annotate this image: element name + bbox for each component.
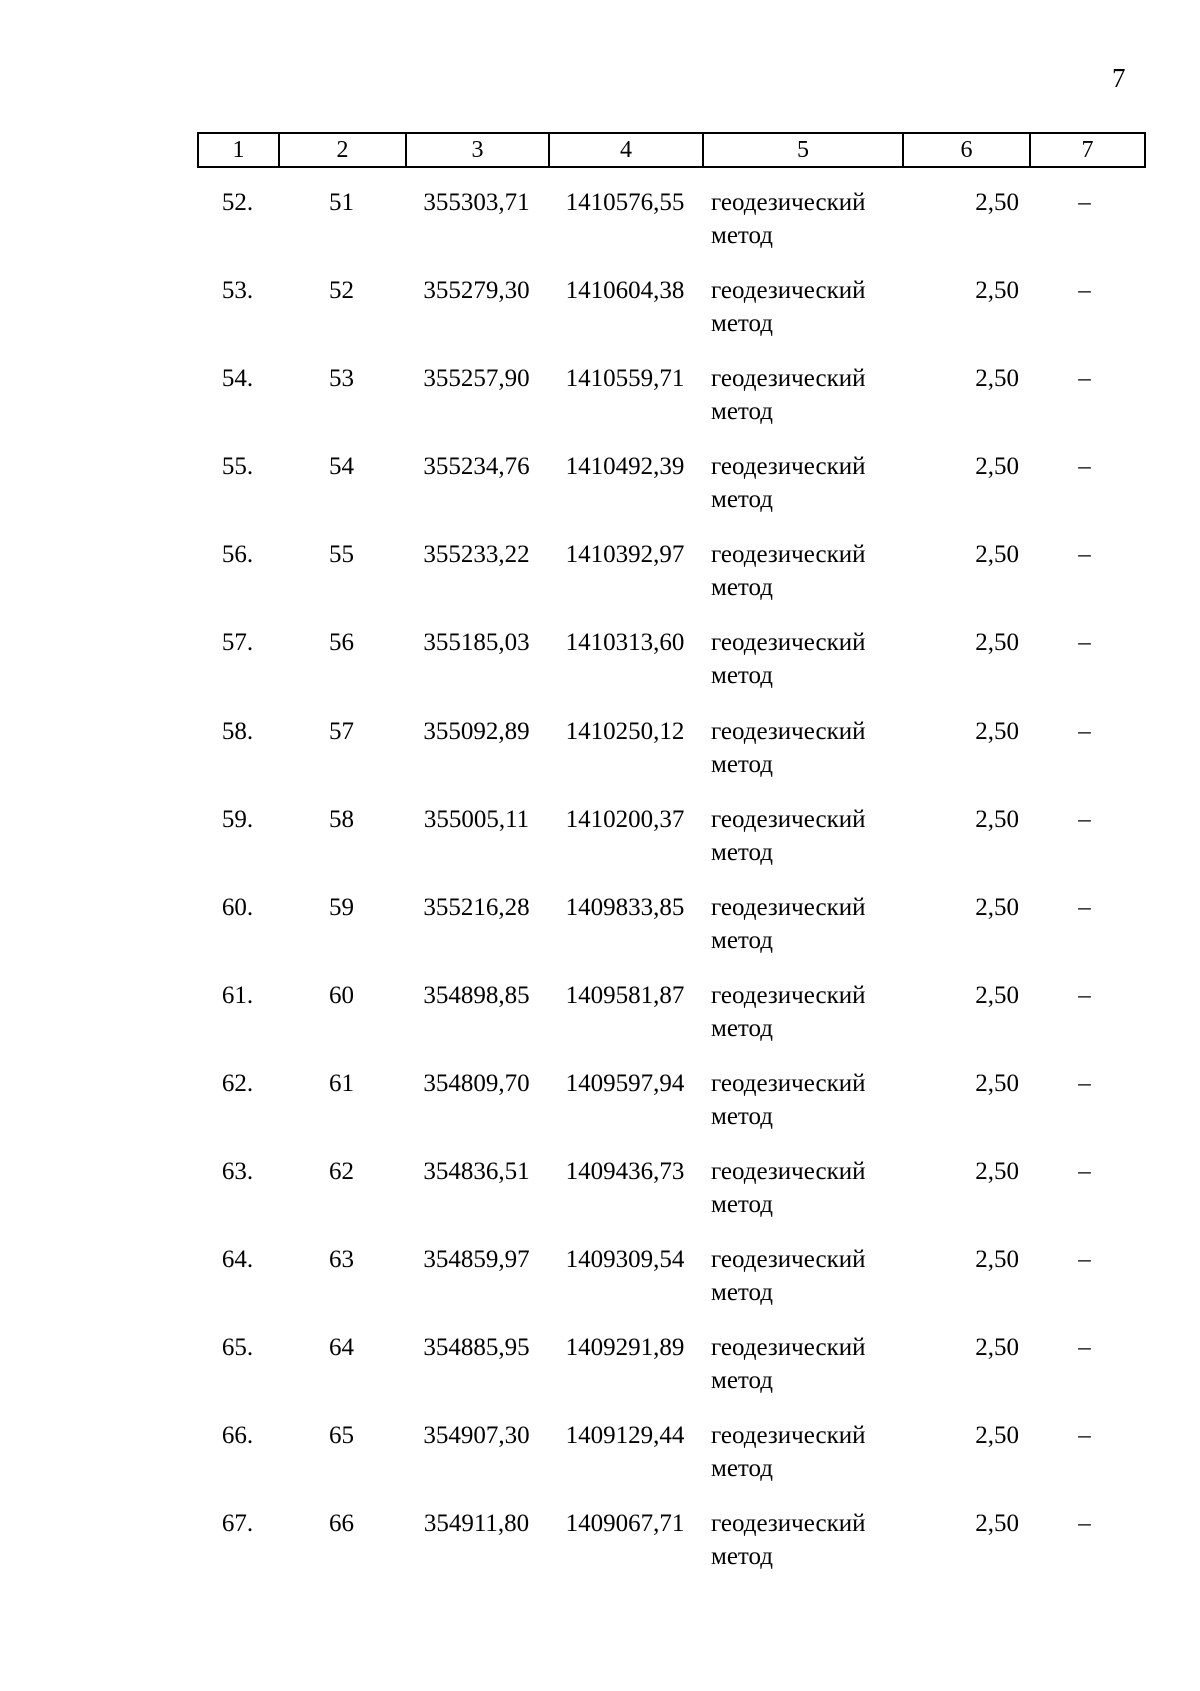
coordinate-y: 1409309,54 — [565, 1246, 685, 1274]
table-row — [197, 1067, 1137, 1155]
column-header-2: 2 — [279, 133, 406, 167]
page-number: 7 — [1112, 63, 1126, 93]
row-number: 62. — [221, 1069, 254, 1097]
accuracy-value: 2,50 — [975, 629, 1019, 657]
row-number: 61. — [221, 981, 254, 1009]
point-number: 53 — [329, 365, 354, 393]
accuracy-value: 2,50 — [975, 453, 1019, 481]
coordinate-y: 1410559,71 — [565, 365, 685, 393]
column-header-5: 5 — [703, 133, 903, 167]
coordinate-y: 1410392,97 — [565, 541, 685, 569]
method-line-2: метод — [711, 1367, 774, 1395]
column-header-4: 4 — [549, 133, 703, 167]
coordinate-x: 355005,11 — [423, 805, 530, 833]
method-line-1: геодезический — [711, 277, 866, 305]
row-number: 64. — [221, 1246, 254, 1274]
point-number: 66 — [329, 1510, 354, 1538]
row-number: 56. — [221, 541, 254, 569]
coordinate-x: 355216,28 — [423, 893, 530, 921]
note-dash: – — [1078, 541, 1091, 569]
method-line-1: геодезический — [711, 1246, 866, 1274]
method-line-1: геодезический — [711, 1510, 866, 1538]
row-number: 66. — [221, 1422, 254, 1450]
table-row — [197, 1331, 1137, 1419]
note-dash: – — [1078, 1334, 1091, 1362]
method-line-1: геодезический — [711, 717, 866, 745]
column-header-table — [197, 132, 1146, 168]
accuracy-value: 2,50 — [975, 1158, 1019, 1186]
method-cell — [711, 274, 901, 340]
coordinate-x: 354859,97 — [423, 1246, 530, 1274]
method-cell — [711, 1155, 901, 1221]
column-header-6: 6 — [903, 133, 1030, 167]
note-dash: – — [1078, 1069, 1091, 1097]
row-number: 65. — [221, 1334, 254, 1362]
point-number: 60 — [329, 981, 354, 1009]
coordinate-x: 354911,80 — [423, 1510, 530, 1538]
row-number: 52. — [221, 189, 254, 216]
accuracy-value: 2,50 — [975, 1334, 1019, 1362]
note-dash: – — [1078, 1158, 1091, 1186]
method-line-2: метод — [711, 1102, 774, 1130]
method-line-2: метод — [711, 662, 774, 690]
table-row — [197, 626, 1137, 714]
row-number: 55. — [221, 453, 254, 481]
coordinate-x: 354836,51 — [423, 1158, 530, 1186]
method-cell — [711, 1507, 901, 1573]
accuracy-value: 2,50 — [975, 717, 1019, 745]
method-line-2: метод — [711, 1014, 774, 1042]
method-cell — [711, 626, 901, 692]
table-row — [197, 538, 1137, 626]
method-line-2: метод — [711, 1191, 774, 1219]
table-row — [197, 1155, 1137, 1243]
method-line-2: метод — [711, 486, 774, 514]
method-line-2: метод — [711, 310, 774, 338]
method-cell — [711, 803, 901, 869]
coordinate-x: 354898,85 — [423, 981, 530, 1009]
note-dash: – — [1078, 805, 1091, 833]
method-line-2: метод — [711, 750, 774, 778]
point-number: 65 — [329, 1422, 354, 1450]
method-line-2: метод — [711, 1455, 774, 1483]
table-row — [197, 715, 1137, 803]
note-dash: – — [1078, 981, 1091, 1009]
accuracy-value: 2,50 — [975, 277, 1019, 305]
table-row — [197, 891, 1137, 979]
coordinate-y: 1409597,94 — [565, 1069, 685, 1097]
coordinate-y: 1409833,85 — [565, 893, 685, 921]
accuracy-value: 2,50 — [975, 189, 1019, 216]
coordinate-y: 1409129,44 — [565, 1422, 685, 1450]
accuracy-value: 2,50 — [975, 893, 1019, 921]
row-number: 67. — [221, 1510, 254, 1538]
method-line-1: геодезический — [711, 1334, 866, 1362]
note-dash: – — [1078, 717, 1091, 745]
table-row — [197, 1419, 1137, 1507]
point-number: 51 — [329, 189, 354, 216]
method-line-2: метод — [711, 1543, 774, 1571]
coordinate-y: 1409581,87 — [565, 981, 685, 1009]
coordinate-x: 355234,76 — [423, 453, 530, 481]
point-number: 57 — [329, 717, 354, 745]
method-line-2: метод — [711, 398, 774, 426]
method-cell — [711, 538, 901, 604]
accuracy-value: 2,50 — [975, 1069, 1019, 1097]
coordinate-x: 355279,30 — [423, 277, 530, 305]
accuracy-value: 2,50 — [975, 365, 1019, 393]
method-line-1: геодезический — [711, 1422, 866, 1450]
method-line-2: метод — [711, 838, 774, 866]
accuracy-value: 2,50 — [975, 1246, 1019, 1274]
coordinate-y: 1410313,60 — [565, 629, 685, 657]
row-number: 54. — [221, 365, 254, 393]
point-number: 61 — [329, 1069, 354, 1097]
row-number: 57. — [221, 629, 254, 657]
coordinate-x: 354809,70 — [423, 1069, 530, 1097]
table-row — [197, 1507, 1137, 1595]
accuracy-value: 2,50 — [975, 805, 1019, 833]
note-dash: – — [1078, 1510, 1091, 1538]
point-number: 64 — [329, 1334, 354, 1362]
method-line-2: метод — [711, 222, 774, 249]
row-number: 53. — [221, 277, 254, 305]
column-header-row — [198, 133, 1145, 167]
coordinate-x: 355257,90 — [423, 365, 530, 393]
coordinate-y: 1409436,73 — [565, 1158, 685, 1186]
point-number: 62 — [329, 1158, 354, 1186]
coordinate-x: 355092,89 — [423, 717, 530, 745]
note-dash: – — [1078, 365, 1091, 393]
method-line-1: геодезический — [711, 1158, 866, 1186]
method-line-2: метод — [711, 574, 774, 602]
column-header-7: 7 — [1030, 133, 1145, 167]
row-number: 60. — [221, 893, 254, 921]
method-line-1: геодезический — [711, 1069, 866, 1097]
column-header-3: 3 — [406, 133, 549, 167]
method-cell — [711, 362, 901, 428]
method-cell — [711, 186, 901, 252]
method-line-1: геодезический — [711, 541, 866, 569]
coordinate-x: 355303,71 — [423, 189, 530, 216]
method-cell — [711, 450, 901, 516]
method-line-1: геодезический — [711, 189, 866, 216]
method-line-1: геодезический — [711, 805, 866, 833]
coordinate-y: 1410250,12 — [565, 717, 685, 745]
note-dash: – — [1078, 1246, 1091, 1274]
note-dash: – — [1078, 1422, 1091, 1450]
method-line-1: геодезический — [711, 365, 866, 393]
method-cell — [711, 715, 901, 781]
table-row — [197, 362, 1137, 450]
table-row — [197, 1243, 1137, 1331]
method-line-1: геодезический — [711, 893, 866, 921]
coordinate-y: 1410576,55 — [565, 189, 685, 216]
coordinate-y: 1409067,71 — [565, 1510, 685, 1538]
coordinates-table-body — [197, 186, 1137, 1596]
accuracy-value: 2,50 — [975, 981, 1019, 1009]
accuracy-value: 2,50 — [975, 1510, 1019, 1538]
method-cell — [711, 1331, 901, 1397]
point-number: 54 — [329, 453, 354, 481]
method-cell — [711, 1419, 901, 1485]
coordinate-y: 1410200,37 — [565, 805, 685, 833]
coordinate-y: 1409291,89 — [565, 1334, 685, 1362]
method-line-1: геодезический — [711, 629, 866, 657]
coordinate-x: 354885,95 — [423, 1334, 530, 1362]
coordinate-y: 1410492,39 — [565, 453, 685, 481]
method-cell — [711, 1067, 901, 1133]
point-number: 59 — [329, 893, 354, 921]
row-number: 59. — [221, 805, 254, 833]
note-dash: – — [1078, 893, 1091, 921]
point-number: 56 — [329, 629, 354, 657]
point-number: 58 — [329, 805, 354, 833]
point-number: 63 — [329, 1246, 354, 1274]
table-row — [197, 803, 1137, 891]
table-row — [197, 186, 1137, 274]
method-line-1: геодезический — [711, 981, 866, 1009]
note-dash: – — [1078, 277, 1091, 305]
note-dash: – — [1078, 189, 1091, 216]
method-cell — [711, 1243, 901, 1309]
coordinate-y: 1410604,38 — [565, 277, 685, 305]
method-line-1: геодезический — [711, 453, 866, 481]
method-line-2: метод — [711, 1279, 774, 1307]
table-row — [197, 274, 1137, 362]
note-dash: – — [1078, 629, 1091, 657]
table-row — [197, 450, 1137, 538]
accuracy-value: 2,50 — [975, 1422, 1019, 1450]
method-line-2: метод — [711, 926, 774, 954]
row-number: 58. — [221, 717, 254, 745]
column-header-1: 1 — [198, 133, 279, 167]
accuracy-value: 2,50 — [975, 541, 1019, 569]
table-row — [197, 979, 1137, 1067]
point-number: 52 — [329, 277, 354, 305]
coordinate-x: 355185,03 — [423, 629, 530, 657]
method-cell — [711, 891, 901, 957]
row-number: 63. — [221, 1158, 254, 1186]
coordinate-x: 354907,30 — [423, 1422, 530, 1450]
point-number: 55 — [329, 541, 354, 569]
coordinate-x: 355233,22 — [423, 541, 530, 569]
note-dash: – — [1078, 453, 1091, 481]
method-cell — [711, 979, 901, 1045]
